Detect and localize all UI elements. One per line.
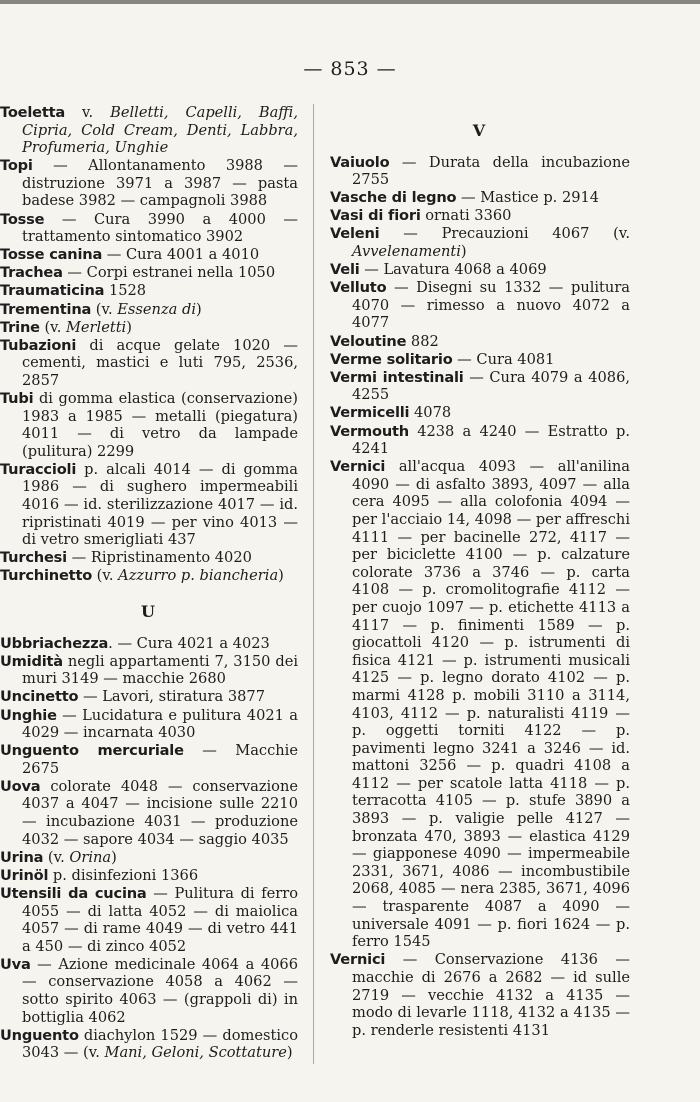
index-entry [0, 461, 298, 549]
left-column [0, 104, 298, 1062]
entry-text: ornati 3360 [420, 207, 512, 225]
entry-cross-reference: Avvelenamenti [352, 243, 461, 261]
entry-text: di acque gelate 1020 — cementi, mastici e luti 795, 2536, 2857 [22, 336, 298, 389]
entry-heading: Vasche di legno [330, 189, 457, 207]
index-entry [330, 404, 630, 422]
entry-text: di gomma elastica (conservazione) 1983 a 1985 — metalli (piegatura) 4011 — di vetro da lampade (pulitura) 2299 [22, 390, 298, 460]
entry-heading: Vermi intestinali [330, 368, 464, 386]
index-entry [0, 688, 298, 706]
index-entry [0, 1027, 298, 1062]
entry-text: (v. [92, 567, 119, 585]
index-entry [0, 246, 298, 264]
index-entry [0, 337, 298, 390]
index-entry [0, 707, 298, 742]
entry-heading: Turchinetto [0, 567, 93, 585]
entry-cross-reference: Mani, Geloni, Scottature [104, 1044, 287, 1062]
entry-heading: Tosse [0, 210, 45, 228]
entry-cross-reference: Orina [69, 848, 112, 866]
entry-text: v. [65, 104, 111, 121]
entry-cross-reference: Merletti [65, 318, 127, 336]
entry-text: — Azione medicinale 4064 a 4066 — conservazione 4058 a 4062 — sotto spirito 4063 — (grappoli di) in bottiglia 4062 [22, 955, 298, 1026]
entry-text: 4238 a 4240 — Estratto p. 4241 [352, 422, 630, 458]
entry-heading: Uncinetto [0, 688, 79, 706]
entry-heading: Vaiuolo [330, 153, 390, 171]
index-entry [330, 225, 630, 260]
index-entry [0, 301, 298, 319]
index-list-t [0, 104, 298, 585]
entry-text: ) [286, 1044, 293, 1062]
right-column [330, 104, 630, 1040]
index-entry [0, 635, 298, 653]
entry-text: ) [278, 567, 284, 585]
entry-heading: Urina [0, 848, 44, 866]
entry-text: ) [196, 300, 202, 318]
entry-heading: Tosse canina [0, 246, 103, 264]
page-top-rule [0, 0, 700, 4]
entry-heading: Tubi [0, 390, 34, 407]
entry-cross-reference: Belletti, Capelli, Baffi, Cipria, Cold Cream, Denti, Labbra, Profumeria, Unghie [22, 104, 298, 157]
entry-text: ) [126, 318, 132, 336]
entry-heading: Vermouth [330, 422, 409, 440]
entry-text: diachylon 1529 — domestico 3043 — (v. [22, 1026, 298, 1062]
entry-text: — Lavori, stiratura 3877 [78, 688, 265, 706]
index-entry [0, 157, 298, 210]
entry-heading: Uova [0, 777, 41, 795]
index-entry [330, 351, 630, 369]
entry-heading: Utensili da cucina [0, 884, 147, 902]
entry-heading: Traumaticina [0, 282, 105, 300]
entry-text: . — Cura 4021 a 4023 [108, 634, 270, 652]
index-entry [0, 211, 298, 246]
index-entry [330, 279, 630, 332]
entry-heading: Unghie [0, 706, 57, 724]
index-entry [0, 549, 298, 567]
index-entry [330, 458, 630, 951]
index-entry [330, 261, 630, 279]
column-divider [313, 104, 314, 1064]
entry-heading: Vasi di fiori [330, 207, 421, 225]
entry-text: 882 [406, 332, 439, 350]
entry-heading: Unguento mercuriale [0, 742, 184, 760]
entry-text: p. disinfezioni 1366 [48, 866, 199, 884]
entry-cross-reference: Essenza di [117, 300, 196, 318]
index-list-u [0, 635, 298, 1062]
entry-heading: Verme solitario [330, 350, 453, 368]
entry-text: — Lucidatura e pulitura 4021 a 4029 — incarnata 4030 [22, 706, 298, 742]
entry-text: — Cura 4001 a 4010 [102, 246, 260, 264]
entry-text: — Cura 4081 [452, 350, 555, 368]
index-entry [0, 867, 298, 885]
entry-heading: Vernici [330, 458, 386, 476]
index-entry [330, 207, 630, 225]
entry-heading: Vermicelli [330, 404, 410, 422]
entry-text: (v. [39, 318, 66, 336]
entry-text: — Pulitura di ferro 4055 — di latta 4052 — di maiolica 4057 — di rame 4049 — di vetro 441 a 450 — di zinco 4052 [22, 884, 298, 955]
entry-heading: Tubazioni [0, 336, 77, 354]
page-number: — 853 — [303, 58, 397, 80]
entry-heading: Ubbriachezza [0, 634, 109, 652]
section-letter-u: U [141, 602, 157, 622]
entry-text: — Lavatura 4068 a 4069 [359, 261, 547, 279]
index-entry [0, 742, 298, 777]
entry-heading: Umidità [0, 652, 63, 670]
entry-heading: Trine [0, 318, 40, 336]
entry-cross-reference: Azzurro p. biancheria [118, 567, 279, 585]
entry-heading: Turaccioli [0, 460, 77, 478]
index-entry [0, 319, 298, 337]
entry-text: — Macchie 2675 [22, 742, 298, 777]
index-entry [330, 369, 630, 404]
index-entry [330, 951, 630, 1039]
index-entry [0, 282, 298, 300]
entry-text: — Conservazione 4136 — macchie di 2676 a 2682 — id sulle 2719 — vecchie 4132 a 4135 — modo di levarle 1118, 4132 a 4135 — p. renderle resistenti 4131 [352, 951, 630, 1039]
index-entry [330, 333, 630, 351]
entry-heading: Veli [330, 261, 360, 279]
entry-text: — Disegni su 1332 — pulitura 4070 — rimesso a nuovo 4072 a 4077 [352, 279, 630, 332]
entry-heading: Topi [0, 157, 33, 175]
index-list-v [330, 154, 630, 1040]
entry-heading: Turchesi [0, 549, 67, 567]
section-letter-v: V [472, 121, 488, 140]
entry-text: — Precauzioni 4067 (v. [379, 225, 630, 243]
entry-heading: Uva [0, 955, 31, 973]
index-entry [330, 423, 630, 458]
entry-text: — Cura 4079 a 4086, 4255 [352, 368, 630, 404]
entry-text: ) [111, 848, 117, 866]
entry-text: colorate 4048 — conservazione 4037 a 4047 — incisione sulle 2210 — incubazione 4031 — produzione 4032 — sapore 4034 — saggio 4035 [22, 777, 298, 848]
entry-heading: Unguento [0, 1026, 79, 1044]
index-entry [330, 189, 630, 207]
index-entry [0, 104, 298, 157]
index-entry [0, 264, 298, 282]
entry-text: — Cura 3990 a 4000 — trattamento sintomatico 3902 [22, 210, 298, 246]
entry-text: — Durata della incubazione 2755 [352, 153, 630, 189]
index-entry [0, 885, 298, 955]
entry-text: — Ripristinamento 4020 [66, 549, 252, 567]
entry-heading: Veleni [330, 225, 380, 243]
index-entry [0, 390, 298, 460]
entry-heading: Trachea [0, 264, 63, 282]
entry-heading: Vernici [330, 951, 386, 969]
entry-text: 1528 [104, 282, 147, 300]
entry-text: — Corpi estranei nella 1050 [62, 264, 276, 282]
index-entry [0, 956, 298, 1026]
entry-text: p. alcali 4014 — di gomma 1986 — di sughero impermeabili 4016 — id. sterilizzazione 4017 — id. ripristinati 4019 — per vino 4013 — di vetro smerigliati 437 [22, 460, 298, 549]
index-entry [0, 653, 298, 688]
entry-text: 4078 [409, 404, 452, 422]
entry-text: (v. [43, 848, 70, 866]
entry-heading: Urinöl [0, 866, 49, 884]
entry-text: ) [460, 243, 467, 261]
entry-text: (v. [91, 300, 118, 318]
entry-text: all'acqua 4093 — all'anilina 4090 — di asfalto 3893, 4097 — alla cera 4095 — alla colofonia 4094 — per l'acciaio 14, 4098 — per affreschi 4111 — per bacinelle 272, 4117 — per biciclette 4100 — p. calzature colorate 3736 a 3746 — p. carta 4108 — p. cromolitografie 4112 — per cuojo 1097 — p. etichette 4113 a 4117 — p. finimenti 1589 — p. giocattoli 4120 — p. istrumenti di fisica 4121 — p. istrumenti musicali 4125 — p. legno dorato 4102 — p. marmi 4128 p. mobili 3110 a 3114, 4103, 4112 — p. naturalisti 4119 — p. oggetti torniti 4122 — p. pavimenti legno 3241 a 3246 — id. mattoni 3256 — p. quadri 4108 a 4112 — per scatole latta 4118 — p. terracotta 4105 — p. stufe 3890 a 3893 — p. valigie pelle 4127 — bronzata 470, 3893 — elastica 4129 — giapponese 4090 — impermeabile 2331, 3671, 4086 — incombustibile 2068, 4085 — nera 2385, 3671, 4096 — trasparente 4087 a 4090 — universale 4091 — p. fiori 1624 — p. ferro 1545 [352, 458, 630, 951]
index-entry [0, 849, 298, 867]
index-entry [0, 778, 298, 848]
index-entry [0, 567, 298, 585]
entry-text: — Mastice p. 2914 [456, 189, 600, 207]
index-entry [330, 154, 630, 189]
entry-heading: Trementina [0, 300, 92, 318]
entry-text: — Allontanamento 3988 — distruzione 3971 a 3987 — pasta badese 3982 — campagnoli 3988 [22, 157, 298, 210]
entry-heading: Toeletta [0, 104, 66, 121]
entry-heading: Veloutine [330, 332, 407, 350]
entry-heading: Velluto [330, 279, 387, 297]
entry-text: negli appartamenti 7, 3150 dei muri 3149 — macchie 2680 [22, 652, 298, 688]
